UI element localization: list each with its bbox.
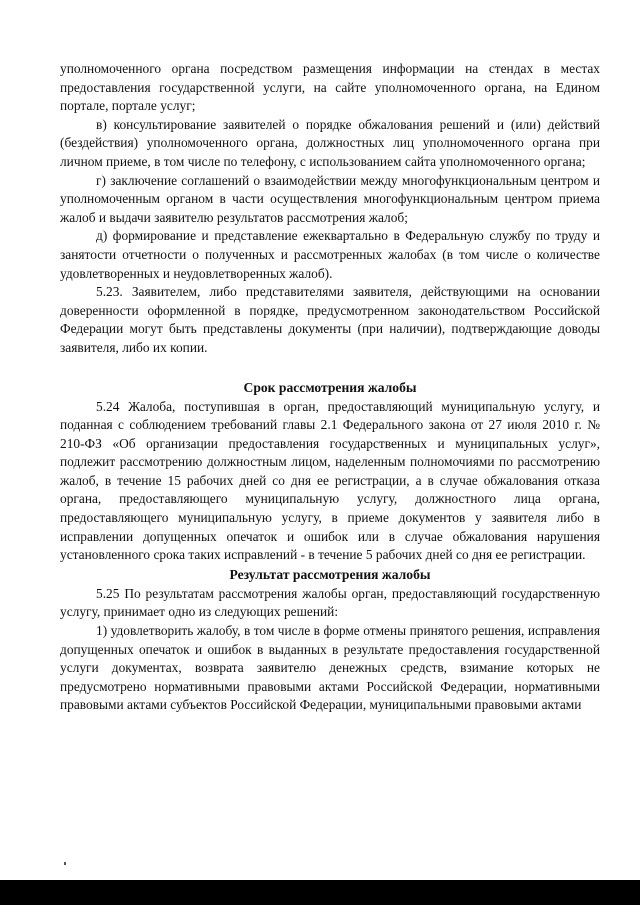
scan-speck — [64, 862, 66, 865]
document-page — [60, 60, 600, 715]
section-heading-result: Результат рассмотрения жалобы — [229, 566, 431, 582]
paragraph-item-1: 1) удовлетворить жалобу, в том числе в форме отмены принятого решения, исправления допущенных опечаток и ошибок в выданных в результате предоставления государственной услуги документах, возврата заявителю денежных средств, взимание которых не предусмотрено нормативными правовыми актами Российской Федерации, нормативными правовыми актами субъектов Российской Федерации, муниципальными правовыми актами — [60, 623, 600, 713]
paragraph-5-23: 5.23. Заявителем, либо представителями заявителя, действующими на основании доверенности оформленной в порядке, предусмотренном законодательством Российской Федерации могут быть представлены документы (при наличии), подтверждающие доводы заявителя, либо их копии. — [60, 284, 600, 355]
paragraph-5-24: 5.24 Жалоба, поступившая в орган, предоставляющий муниципальную услугу, и поданная с соблюдением требований главы 2.1 Федерального закона от 27 июля 2010 г. № 210-ФЗ «Об организации предоставления государственных и муниципальных услуг», подлежит рассмотрению должностным лицом, наделенным полномочиями по рассмотрению жалоб, в течение 15 рабочих дней со дня ее регистрации, а в случае обжалования отказа органа, предоставляющего муниципальную услугу, должностного лица органа, предоставляющего муниципальную услугу, в приеме документов у заявителя либо в исправлении допущенных опечаток и ошибок или в случае обжалования нарушения установленного срока таких исправлений - в течение 5 рабочих дней со дня ее регистрации. — [60, 398, 600, 563]
paragraph-item-v: в) консультирование заявителей о порядке обжалования решений и (или) действий (бездействия) уполномоченного органа, должностных лиц уполномоченного органа при личном приеме, в том числе по телефону, с использованием сайта уполномоченного органа; — [60, 116, 600, 169]
section-heading-term: Срок рассмотрения жалобы — [243, 379, 417, 395]
scan-edge-bar — [0, 880, 640, 905]
paragraph-item-d: д) формирование и представление ежеквартально в Федеральную службу по труду и занятости отчетности о полученных и рассмотренных жалобах (в том числе о количестве удовлетворенных и неудовлетворенных жалоб). — [60, 228, 600, 281]
spacer — [60, 358, 600, 378]
paragraph-item-g: г) заключение соглашений о взаимодействии между многофункциональным центром и уполномоченным органом в части осуществления многофункциональным центром приема жалоб и выдачи заявителю результатов рассмотрения жалоб; — [60, 172, 600, 225]
paragraph-continuation: уполномоченного органа посредством размещения информации на стендах в местах предоставления государственной услуги, на сайте уполномоченного органа, на Едином портале, портале услуг; — [60, 61, 600, 114]
paragraph-5-25: 5.25 По результатам рассмотрения жалобы орган, предоставляющий государственную услугу, принимает одно из следующих решений: — [60, 585, 600, 620]
